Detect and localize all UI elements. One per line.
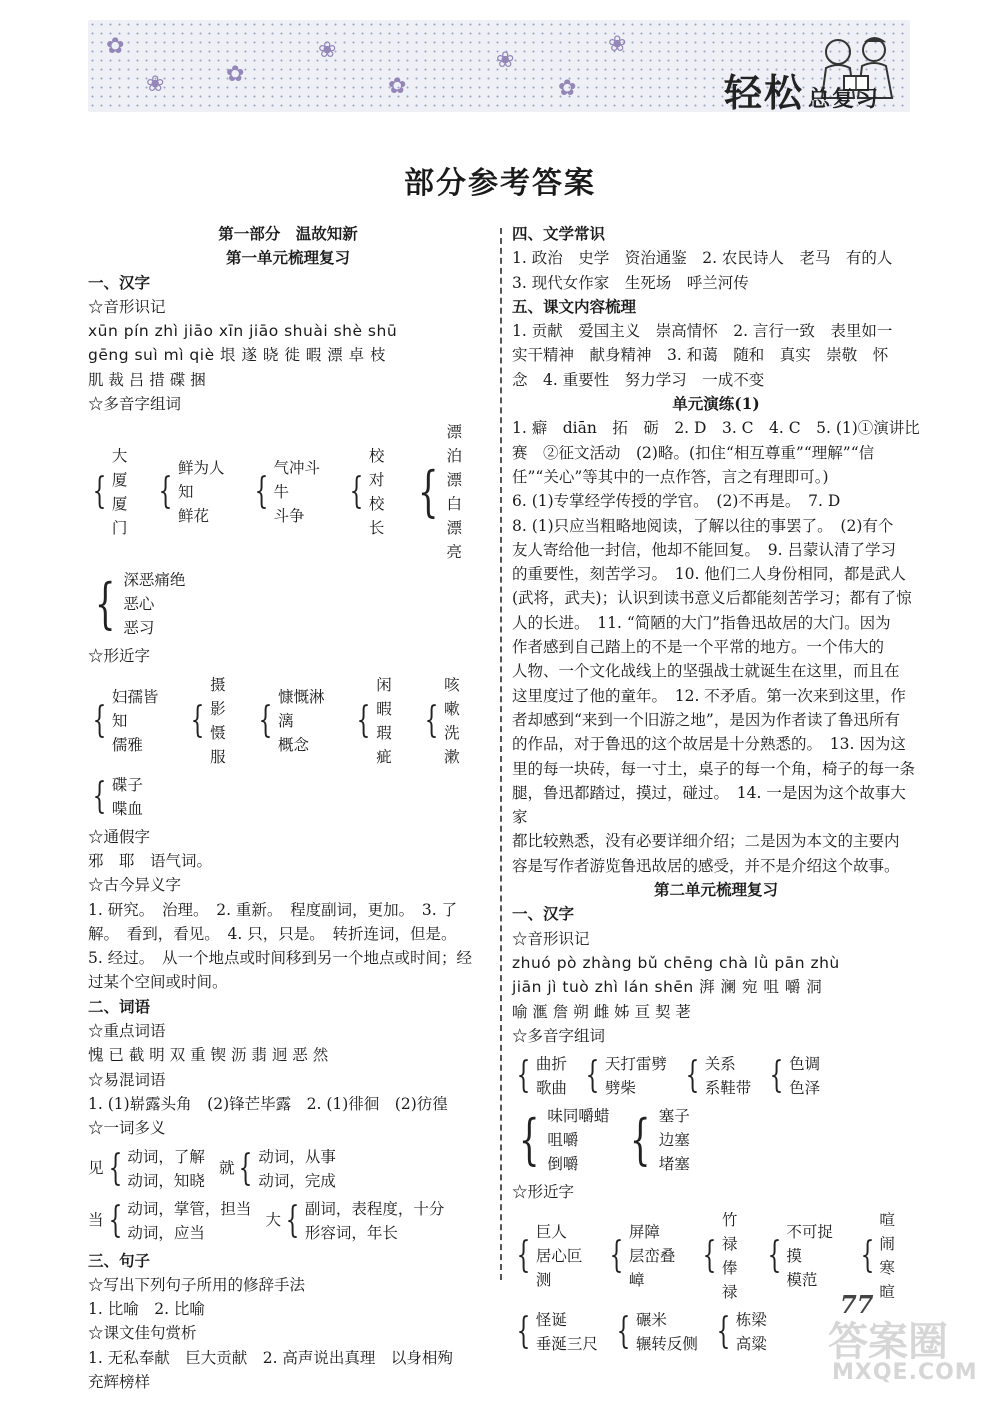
- answer-line: 3. 现代女作家 生死场 呼兰河传: [512, 273, 749, 292]
- brace-pair: { 妇孺皆知 儒雅: [92, 687, 159, 754]
- drill-answer-line: 6. (1)专掌经学传授的学官。 (2)不再是。 7. D: [512, 492, 841, 511]
- polyphone-groups: [512, 1052, 920, 1100]
- similar-char-groups: [88, 673, 488, 769]
- polysemy-groups: [88, 1197, 488, 1245]
- brace-pair: { 校对 校长: [349, 447, 385, 538]
- answer-line: zhuó pò zhàng bǔ chēng chà lǜ pān zhù: [512, 953, 840, 972]
- page-number: 77: [840, 1290, 874, 1319]
- brand-logo: 轻松 总复习: [723, 70, 880, 115]
- drill-answer-line: 友人寄给他一封信，他却不能回复。 9. 吕蒙认清了学习: [512, 540, 896, 559]
- brace-pair: { 碾米 辗转反侧: [616, 1311, 698, 1354]
- section-heading: 三、句子: [88, 1250, 151, 1270]
- drill-answers: [512, 416, 920, 878]
- flower-icon: ✿: [226, 62, 245, 87]
- brace-pair: { 鲜为人知 鲜花: [158, 459, 225, 526]
- subsection-heading: ☆形近字: [88, 647, 151, 666]
- answer-line: 邪 耶 语气词。: [88, 851, 213, 870]
- subsection-heading: ☆易混词语: [88, 1070, 166, 1089]
- answer-line: jiān jì tuò zhì lán shēn 湃 澜 宛 咀 嚼 洞: [512, 978, 823, 997]
- section-heading: 一、汉字: [88, 272, 151, 292]
- subsection-heading: ☆写出下列句子所用的修辞手法: [88, 1275, 306, 1294]
- brace-pair: { 怪诞 垂涎三尺: [516, 1311, 598, 1354]
- column-divider: [500, 228, 502, 1280]
- brace-pair: { 喧闹 寒暄: [860, 1211, 895, 1302]
- polysemy-entry: 大 { 副词，表程度，十分 形容词，年长: [265, 1199, 445, 1242]
- subsection-heading: ☆多音字组词: [512, 1026, 606, 1045]
- answer-line: 充辉榜样: [88, 1373, 151, 1392]
- brace-pair: { 不可捉摸 模范: [767, 1223, 833, 1290]
- brace-pair: { 摄影 慑服: [190, 675, 226, 766]
- subsection-heading: ☆古今异义字: [88, 876, 182, 895]
- part-title: 第一部分 温故知新: [218, 224, 358, 243]
- polysemy-entry: 就 { 动词，从事 动词，完成: [218, 1147, 336, 1190]
- answer-line: 过某个空间或时间。: [88, 973, 228, 992]
- drill-answer-line: 8. (1)只应当粗略地阅读，了解以往的事罢了。 (2)有个: [512, 516, 894, 535]
- subsection-heading: ☆音形识记: [88, 297, 166, 316]
- section-heading: 一、汉字: [512, 904, 575, 924]
- drill-answer-line: 都比较熟悉，没有必要详细介绍；二是因为本文的主要内: [512, 832, 900, 851]
- answer-line: 念 4. 重要性 努力学习 一成不变: [512, 370, 765, 389]
- polysemy-groups: [88, 1145, 488, 1193]
- answer-line: 5. 经过。 从一个地点或时间移到另一个地点或时间；经: [88, 949, 472, 968]
- watermark-logo: 答案圈 MXQE.COM: [828, 1319, 978, 1385]
- polysemy-entry: 见 { 动词，了解 动词，知晓: [88, 1147, 205, 1190]
- unit-title: 第二单元梳理复习: [653, 880, 778, 900]
- answer-line: 1. 贡献 爱国主义 崇高情怀 2. 言行一致 表里如一: [512, 322, 893, 341]
- flower-icon: ✿: [388, 74, 407, 99]
- brace-pair: { 气冲斗牛 斗争: [254, 459, 320, 526]
- flower-icon: ✿: [106, 34, 125, 59]
- brace-pair: { 慷慨淋漓 概念: [258, 687, 325, 754]
- subsection-heading: ☆音形识记: [512, 929, 590, 948]
- brace-pair: { 天打雷劈 劈柴: [585, 1055, 667, 1098]
- brace-pair: { 闲暇 瑕疵: [356, 675, 392, 766]
- drill-answer-line: 这里度过了他的童年。 12. 不矛盾。第一次来到这里，作: [512, 686, 906, 705]
- polyphone-groups: [88, 420, 488, 564]
- brace-pair: { 色调 色泽: [769, 1055, 821, 1098]
- drill-answer-line: 人的长进。 11. “简陋的大门”指鲁迅故居的大门。因为: [512, 613, 891, 632]
- subsection-heading: ☆重点词语: [88, 1022, 166, 1041]
- brace-triple: { 深恶痛绝 恶心 恶习: [94, 571, 186, 638]
- right-column: [512, 222, 920, 1360]
- drill-answer-line: 者却感到“来到一个旧游之地”，是因为作者读了鲁迅所有: [512, 710, 900, 729]
- drill-answer-line: 腿，鲁迅都踏过，摸过，碰过。 14. 一是因为这个故事大家: [512, 783, 906, 827]
- answer-line: 肌 裁 吕 措 碟 捆: [88, 370, 206, 389]
- drill-answer-line: 任”“关心”等其中的一点作答，言之有理即可。): [512, 467, 829, 486]
- flower-icon: ❀: [146, 72, 165, 97]
- brace-pair: { 大厦 厦门: [92, 447, 128, 538]
- drill-answer-line: 的作品，对于鲁迅的这个故居是十分熟悉的。 13. 因为这: [512, 735, 906, 754]
- brace-pair: { 屏障 层峦叠嶂: [609, 1223, 676, 1290]
- unit-title: 第一单元梳理复习: [225, 248, 350, 268]
- drill-answer-line: 人物、一个文化战线上的坚强战士就诞生在这里，而且在: [512, 662, 900, 681]
- answer-line: 喻 滙 詹 朔 雌 姊 亘 契 荖: [512, 1002, 691, 1021]
- polyphone-groups: [512, 1104, 920, 1176]
- brace-pair: { 曲折 歌曲: [516, 1055, 567, 1098]
- subsection-heading: ☆一词多义: [88, 1119, 166, 1138]
- drill-answer-line: (武将，武夫)；认识到读书意义后都能刻苦学习；都有了惊: [512, 589, 912, 608]
- answer-line: 1. (1)崭露头角 (2)锋芒毕露 2. (1)徘徊 (2)彷徨: [88, 1094, 448, 1113]
- flower-icon: ❀: [318, 38, 337, 63]
- polyphone-groups: [88, 568, 488, 640]
- answer-line: 愧 已 截 明 双 重 锲 沥 翡 迥 恶 然: [88, 1046, 329, 1065]
- drill-answer-line: 作者感到自己踏上的不是一个平常的地方。一个伟大的: [512, 638, 885, 657]
- section-heading: 二、词语: [88, 996, 151, 1016]
- page-title: 部分参考答案: [404, 166, 596, 201]
- subsection-heading: ☆多音字组词: [88, 395, 182, 414]
- answer-line: 解。 看到，看见。 4. 只，只是。 转折连词，但是。: [88, 924, 457, 943]
- brace-pair: { 咳嗽 洗漱: [424, 675, 460, 766]
- left-column: [88, 222, 488, 1394]
- brace-pair: { 栋梁 高粱: [716, 1311, 767, 1354]
- flower-icon: ✿: [558, 76, 577, 101]
- brace-triple: { 塞子 边塞 堵塞: [630, 1107, 690, 1174]
- drill-answer-line: 赛 ②征文活动 (2)略。(扣住“相互尊重”“理解”“信: [512, 443, 875, 462]
- section-heading: 四、文学常识: [512, 224, 606, 243]
- flower-icon: ❀: [496, 48, 515, 73]
- brace-pair: { 碟子 喋血: [92, 775, 143, 818]
- flower-icon: ❀: [608, 32, 627, 57]
- brace-pair: { 竹禄 俸禄: [702, 1211, 738, 1302]
- brace-triple: { 味同嚼蜡 咀嚼 倒嚼: [518, 1107, 610, 1174]
- similar-char-groups: [88, 773, 488, 821]
- section-heading: 五、课文内容梳理: [512, 296, 637, 316]
- answer-line: gēng suì mì qiè 垠 遂 晓 徙 暇 漂 卓 枝: [88, 346, 387, 365]
- drill-answer-line: 1. 癖 diān 拓 砺 2. D 3. C 4. C 5. (1)①演讲比: [512, 419, 920, 438]
- drill-answer-line: 里的每一块砖，每一寸土，桌子的每一个角，椅子的每一条: [512, 759, 916, 778]
- polysemy-entry: 当 { 动词，掌管，担当 动词，应当: [88, 1199, 252, 1242]
- subsection-heading: ☆形近字: [512, 1183, 575, 1202]
- subsection-heading: ☆课文佳句赏析: [88, 1324, 197, 1343]
- drill-answer-line: 容是写作者游览鲁迅故居的感受，并不是介绍这个故事。: [512, 856, 900, 875]
- drill-answer-line: 的重要性，刻苦学习。 10. 他们二人身份相同，都是武人: [512, 565, 906, 584]
- brace-triple: { 漂泊 漂白 漂亮: [417, 423, 462, 562]
- subsection-heading: ☆通假字: [88, 827, 151, 846]
- brace-pair: { 关系 系鞋带: [685, 1055, 752, 1098]
- drill-title: 单元演练(1): [672, 394, 760, 414]
- answer-line: xūn pín zhì jiāo xīn jiāo shuài shè shū: [88, 322, 398, 341]
- answer-line: 1. 比喻 2. 比喻: [88, 1300, 205, 1319]
- answer-line: 1. 研究。 治理。 2. 重新。 程度副词，更加。 3. 了: [88, 900, 458, 919]
- answer-line: 1. 政治 史学 资治通鉴 2. 农民诗人 老马 有的人: [512, 249, 893, 268]
- brace-pair: { 巨人 居心叵测: [516, 1223, 583, 1290]
- answer-line: 实干精神 献身精神 3. 和蔼 随和 真实 崇敬 怀: [512, 346, 889, 365]
- answer-line: 1. 无私奉献 巨大贡献 2. 高声说出真理 以身相殉: [88, 1348, 453, 1367]
